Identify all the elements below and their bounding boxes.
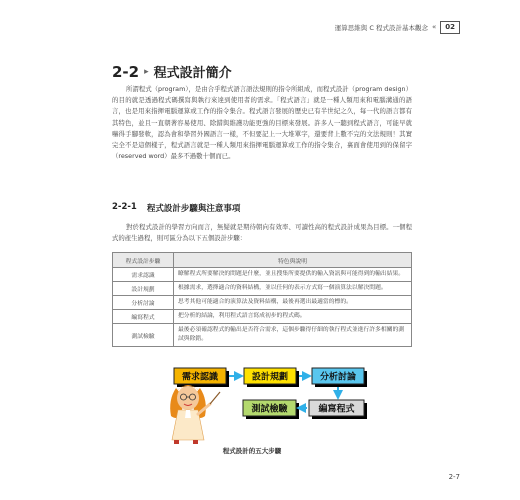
step-label: 測試檢驗 (251, 404, 288, 415)
subsection-number: 2-2-1 (112, 202, 137, 212)
subsection-title: 程式設計步驟與注意事項 (146, 204, 241, 214)
double-chevron-icon: « (431, 23, 437, 31)
section-number: 2-2 (112, 62, 140, 81)
step-label: 分析討論 (319, 372, 357, 383)
step-box-analysis (312, 368, 364, 384)
teacher-illustration (170, 385, 220, 444)
table-cell-step: 設計規劃 (113, 282, 174, 296)
table-cell-description: 根據需求，選擇適合的資料結構，並以任何的表示方式寫一個演算法以解決問題。 (174, 282, 412, 296)
triangle-marker-icon: ▸ (144, 66, 149, 77)
step-label: 編寫程式 (318, 404, 355, 415)
table-cell-description: 瞭解程式所要解決的問題是什麼，並且搜集所要提供的輸入資訊與可能得到的輸出結果。 (174, 268, 412, 282)
table-cell-description: 把分析的結論，利用程式語言寫成初步的程式碼。 (174, 310, 412, 324)
step-box-testing (243, 400, 296, 416)
step-label: 需求認識 (181, 372, 219, 383)
step-box-coding (309, 400, 364, 416)
step-box-design (244, 368, 296, 384)
chapter-badge: 02 (440, 21, 460, 34)
page-number: 2-7 (448, 473, 460, 481)
table-cell-step: 需求認識 (113, 268, 174, 282)
intro-paragraph: 所謂程式（program），是由合乎程式語言語法規則的指令所組成，而程式設計（program design）的目的就是透過程式碼撰寫與執行來達到使用者的需求。「程式語言」就是一種人類用來和電腦溝通的語言，也是用來指揮電腦運算或工作的指令集合。程式語言發展的歷史已有半世紀之久，每一代的語言都有其特色，並且一直朝著容易使用、除錯與維護功能更強的目標來發展。許多人一聽到程式語言，可能早就嚇得手腳發軟，認為會和學習外國語言一樣，不但要記上一大堆單字，還要背上數不完的文法規則！其實完全不是這個樣子，程式語言就是一種人類用來指揮電腦運算或工作的指令集合，裏面會使用到的保留字（reserved word）最多不過數十個而已。 (112, 85, 412, 161)
table-cell-description: 最後必須確認程式的輸出是否符合需求，這個步驟得仔細的執行程式並進行許多相關的測試與除錯。 (174, 324, 412, 347)
steps-paragraph: 對於程式設計的學習方向而言，無疑就是期待朝向有效率、可讀性高的程式設計成果為目標。一個程式的產生過程，則可區分為以下五個設計步驟： (112, 223, 412, 243)
book-title: 運算思維與 C 程式設計基本觀念 (334, 23, 428, 32)
table-header-step: 程式設計步驟 (113, 253, 174, 268)
section-title: 程式設計簡介 (153, 66, 232, 81)
table-cell-step: 編寫程式 (113, 310, 174, 324)
step-label: 設計規劃 (251, 372, 289, 383)
table-header-description: 特色與說明 (174, 253, 412, 268)
table-cell-step: 分析討論 (113, 296, 174, 310)
figure-caption: 程式設計的五大步驟 (222, 447, 282, 455)
step-box-requirement (174, 368, 226, 384)
table-cell-description: 思考其他可能適合的演算法及資料結構，最後再選出最適當的標的。 (174, 296, 412, 310)
table-cell-step: 測試檢驗 (113, 324, 174, 347)
